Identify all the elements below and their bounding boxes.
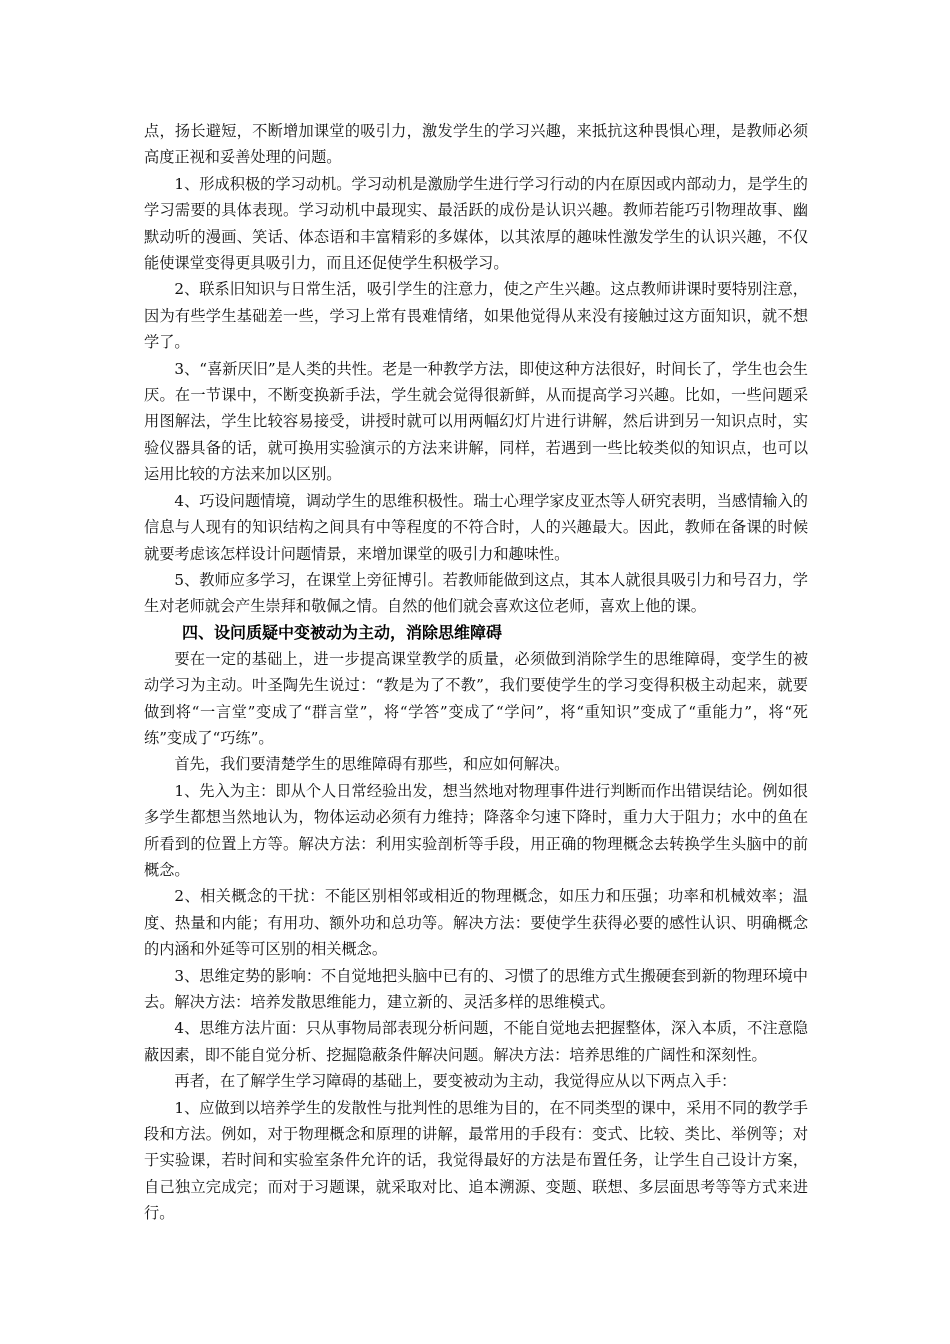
- paragraph-point-1: 1、形成积极的学习动机。学习动机是激励学生进行学习行动的内在原因或内部动力，是学生的学习需要的具体表现。学习动机中最现实、最活跃的成份是认识兴趣。教师若能巧引物理故事、幽默动听的漫画、笑话、体态语和丰富精彩的多媒体，以其浓厚的趣味性激发学生的认识兴趣，不仅能使课堂变得更具吸引力，而且还促使学生积极学习。: [144, 174, 808, 273]
- section-heading: 四、设问质疑中变被动为主动，消除思维障碍: [182, 622, 503, 642]
- paragraph-point-5: 5、教师应多学习，在课堂上旁征博引。若教师能做到这点，其本人就很具吸引力和号召力，学生对老师就会产生崇拜和敬佩之情。自然的他们就会喜欢这位老师，喜欢上他的课。: [144, 570, 808, 616]
- paragraph-first: 首先，我们要清楚学生的思维障碍有那些，和应如何解决。: [174, 755, 570, 774]
- paragraph-furthermore: 再者，在了解学生学习障碍的基础上，要变被动为主动，我觉得应从以下两点入手：: [174, 1072, 737, 1091]
- paragraph-point-2: 2、联系旧知识与日常生活，吸引学生的注意力，使之产生兴趣。这点教师讲课时要特别注意，因为有些学生基础差一些，学习上常有畏难情绪，如果他觉得从来没有接触过这方面知识，就不想学了。: [144, 280, 808, 352]
- paragraph-obstacle-4: 4、思维方法片面：只从事物局部表现分析问题，不能自觉地去把握整体，深入本质，不注意隐蔽因素，即不能自觉分析、挖掘隐蔽条件解决问题。解决方法：培养思维的广阔性和深刻性。: [144, 1019, 808, 1064]
- paragraph-point-4: 4、巧设问题情境，调动学生的思维积极性。瑞士心理学家皮亚杰等人研究表明，当感情输入的信息与人现有的知识结构之间具有中等程度的不符合时，人的兴趣最大。因此，教师在备课的时候就要考虑该怎样设计问题情景，来增加课堂的吸引力和趣味性。: [144, 491, 808, 563]
- document-page: [144, 118, 808, 1227]
- paragraph-point-3: 3、“喜新厌旧”是人类的共性。老是一种教学方法，即使这种方法很好，时间长了，学生也会生厌。在一节课中，不断变换新手法，学生就会觉得很新鲜，从而提高学习兴趣。比如，一些问题采用图解法，学生比较容易接受，讲授时就可以用两幅幻灯片进行讲解，然后讲到另一知识点时，实验仪器具备的话，就可换用实验演示的方法来讲解，同样，若遇到一些比较类似的知识点，也可以运用比较的方法来加以区别。: [144, 359, 808, 484]
- paragraph-obstacle-3: 3、思维定势的影响：不自觉地把头脑中已有的、习惯了的思维方式生搬硬套到新的物理环境中去。解决方法：培养发散思维能力，建立新的、灵活多样的思维模式。: [144, 966, 808, 1011]
- paragraph-obstacle-1: 1、先入为主：即从个人日常经验出发，想当然地对物理事件进行判断而作出错误结论。例如很多学生都想当然地认为，物体运动必须有力维持；降落伞匀速下降时，重力大于阻力；水中的鱼在所看到的位置上方等。解决方法：利用实验剖析等手段，用正确的物理概念去转换学生头脑中的前概念。: [144, 781, 808, 879]
- paragraph-intro: 要在一定的基础上，进一步提高课堂教学的质量，必须做到消除学生的思维障碍，变学生的被动学习为主动。叶圣陶先生说过：“教是为了不教”，我们要使学生的学习变得积极主动起来，就要做到将“一言堂”变成了“群言堂”，将“学答”变成了“学问”，将“重知识”变成了“重能力”，将“死练”变成了“巧练”。: [144, 649, 808, 747]
- paragraph-continuation: 点，扬长避短，不断增加课堂的吸引力，激发学生的学习兴趣，来抵抗这种畏惧心理，是教师必须高度正视和妥善处理的问题。: [144, 122, 808, 167]
- paragraph-obstacle-2: 2、相关概念的干扰：不能区别相邻或相近的物理概念，如压力和压强；功率和机械效率；温度、热量和内能；有用功、额外功和总功等。解决方法：要使学生获得必要的感性认识、明确概念的内涵和外延等可区别的相关概念。: [144, 887, 808, 959]
- paragraph-method-1: 1、应做到以培养学生的发散性与批判性的思维为目的，在不同类型的课中，采用不同的教学手段和方法。例如，对于物理概念和原理的讲解，最常用的手段有：变式、比较、类比、举例等；对于实验课，若时间和实验室条件允许的话，我觉得最好的方法是布置任务，让学生自己设计方案，自己独立完成完；而对于习题课，就采取对比、追本溯源、变题、联想、多层面思考等等方式来进行。: [144, 1098, 808, 1223]
